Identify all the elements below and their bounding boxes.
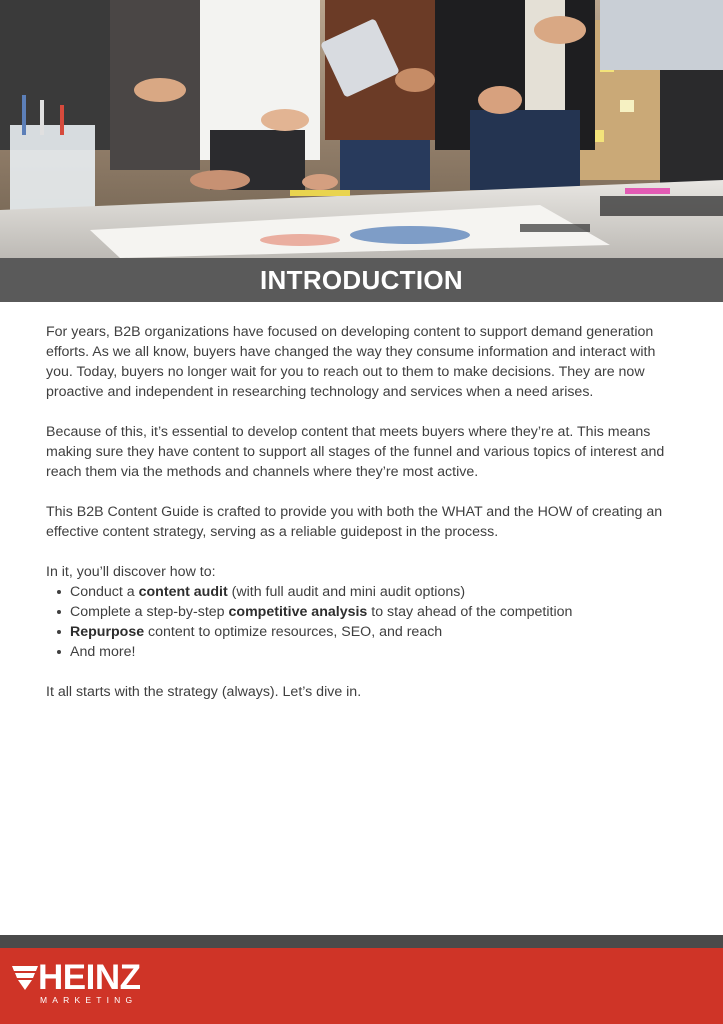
list-item: And more! bbox=[46, 642, 678, 662]
paragraph-1: For years, B2B organizations have focused on developing content to support demand generation efforts. As we all know, buyers have changed the way they consume information and interact with you. Today, buyers no longer wait for you to reach out to them to make decisions. They are now proactive and independent in researching technology and services when a need arises. bbox=[46, 324, 656, 400]
footer-divider bbox=[0, 935, 723, 948]
list-intro: In it, you’ll discover how to: bbox=[46, 564, 216, 580]
footer bbox=[0, 948, 723, 1024]
logo-wordmark: HEINZ bbox=[38, 958, 141, 997]
hero-photo bbox=[0, 0, 723, 258]
list-item: Complete a step-by-step competitive analysis to stay ahead of the competition bbox=[46, 602, 678, 622]
team-meeting-photo bbox=[0, 0, 723, 258]
list-item: Conduct a content audit (with full audit and mini audit options) bbox=[46, 582, 678, 602]
intro-body bbox=[46, 322, 678, 722]
paragraph-2: Because of this, it’s essential to develop content that meets buyers where they’re at. This means making sure they have content to support all stages of the funnel and various topics of interest and reach them via the methods and channels where they’re most active. bbox=[46, 424, 665, 480]
closing-line: It all starts with the strategy (always). Let’s dive in. bbox=[46, 684, 362, 700]
paragraph-3: This B2B Content Guide is crafted to provide you with both the WHAT and the HOW of creating an effective content strategy, serving as a reliable guidepost in the process. bbox=[46, 504, 663, 540]
logo-subtitle: MARKETING bbox=[40, 995, 138, 1005]
page-title: INTRODUCTION bbox=[260, 264, 463, 295]
benefit-list bbox=[46, 582, 678, 662]
heinz-marketing-logo bbox=[12, 958, 142, 1010]
list-item: Repurpose content to optimize resources, SEO, and reach bbox=[46, 622, 678, 642]
funnel-icon bbox=[12, 964, 38, 990]
section-banner bbox=[0, 258, 723, 302]
